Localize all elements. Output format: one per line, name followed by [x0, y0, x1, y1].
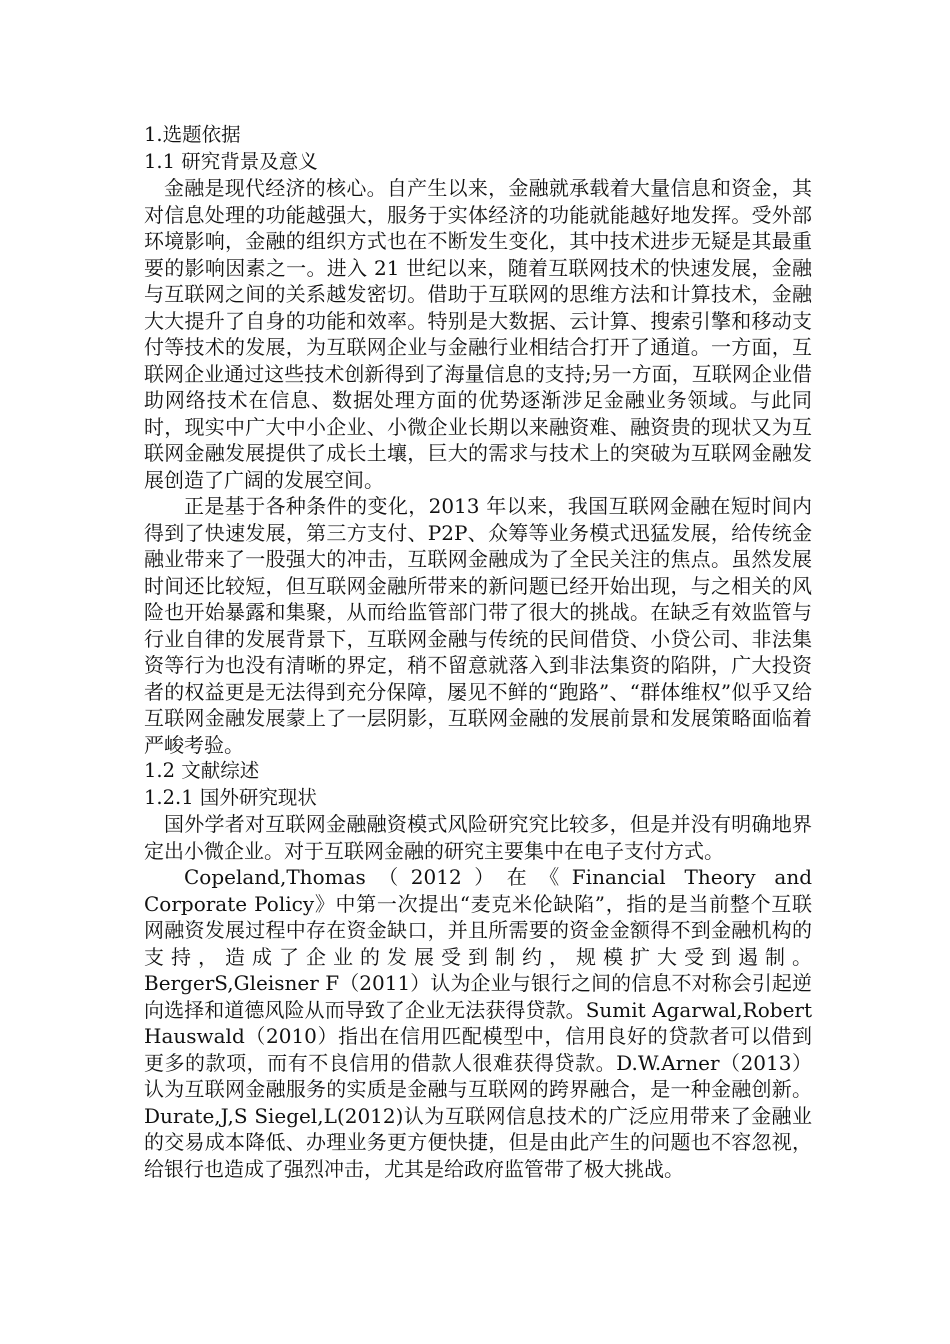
section-heading: 1.选题依据 — [144, 123, 241, 146]
paragraph-citations: Copeland,Thomas（2012）在《Financial Theory and Corporate Policy》中第一次提出“麦克米伦缺陷”，指的是当前整个互联网融资发展过程中存在资金缺口，并且所需要的资金金额得不到金融机构的支持，造成了企业的发展受到制约，规模扩大受到遏制。BergerS,Gleisner F（2011）认为企业与银行之间的信息不对称会引起逆向选择和道德风险从而导致了企业无法获得贷款。Sumit Agarwal,Robert Hauswald（2010）指出在信用匹配模型中，信用良好的贷款者可以借到更多的款项，而有不良信用的借款人很难获得贷款。D.W.Arner（2013）认为互联网金融服务的实质是金融与互联网的跨界融合，是一种金融创新。Durate,J,S Siegel,L(2012)认为互联网信息技术的广泛应用带来了金融业的交易成本降低、办理业务更方便快捷，但是由此产生的问题也不容忽视，给银行也造成了强烈冲击，尤其是给政府监管带了极大挑战。 — [144, 865, 812, 1181]
paragraph-development-2013: 正是基于各种条件的变化，2013 年以来，我国互联网金融在短时间内得到了快速发展，第三方支付、P2P、众筹等业务模式迅猛发展，给传统金融业带来了一股强大的冲击，互联网金融成为了全民关注的焦点。虽然发展时间还比较短，但互联网金融所带来的新问题已经开始出现，与之相关的风险也开始暴露和集聚，从而给监管部门带了很大的挑战。在缺乏有效监管与行业自律的发展背景下，互联网金融与传统的民间借贷、小贷公司、非法集资等行为也没有清晰的界定，稍不留意就落入到非法集资的陷阱，广大投资者的权益更是无法得到充分保障，屡见不鲜的“跑路”、“群体维权”似乎又给互联网金融发展蒙上了一层阴影，互联网金融的发展前景和发展策略面临着严峻考验。 — [144, 494, 812, 757]
subsection-heading-literature: 1.2 文献综述 — [144, 759, 260, 782]
paragraph-foreign-research: 国外学者对互联网金融融资模式风险研究究比较多，但是并没有明确地界定出小微企业。对于互联网金融的研究主要集中在电子支付方式。 — [144, 812, 812, 863]
subsubsection-heading-foreign: 1.2.1 国外研究现状 — [144, 785, 317, 809]
document-body — [144, 122, 812, 1182]
subsection-heading-background: 1.1 研究背景及意义 — [144, 149, 318, 173]
paragraph-finance-core: 金融是现代经济的核心。自产生以来，金融就承载着大量信息和资金，其对信息处理的功能越强大，服务于实体经济的功能就能越好地发挥。受外部环境影响，金融的组织方式也在不断发生变化，其中技术进步无疑是其最重要的影响因素之一。进入 21 世纪以来，随着互联网技术的快速发展，金融与互联网之间的关系越发密切。借助于互联网的思维方法和计算技术，金融大大提升了自身的功能和效率。特别是大数据、云计算、搜索引擎和移动支付等技术的发展，为互联网企业与金融行业相结合打开了通道。一方面，互联网企业通过这些技术创新得到了海量信息的支持;另一方面，互联网企业借助网络技术在信息、数据处理方面的优势逐渐涉足金融业务领域。与此同时，现实中广大中小企业、小微企业长期以来融资难、融资贵的现状又为互联网金融发展提供了成长土壤，巨大的需求与技术上的突破为互联网金融发展创造了广阔的发展空间。 — [144, 176, 812, 492]
